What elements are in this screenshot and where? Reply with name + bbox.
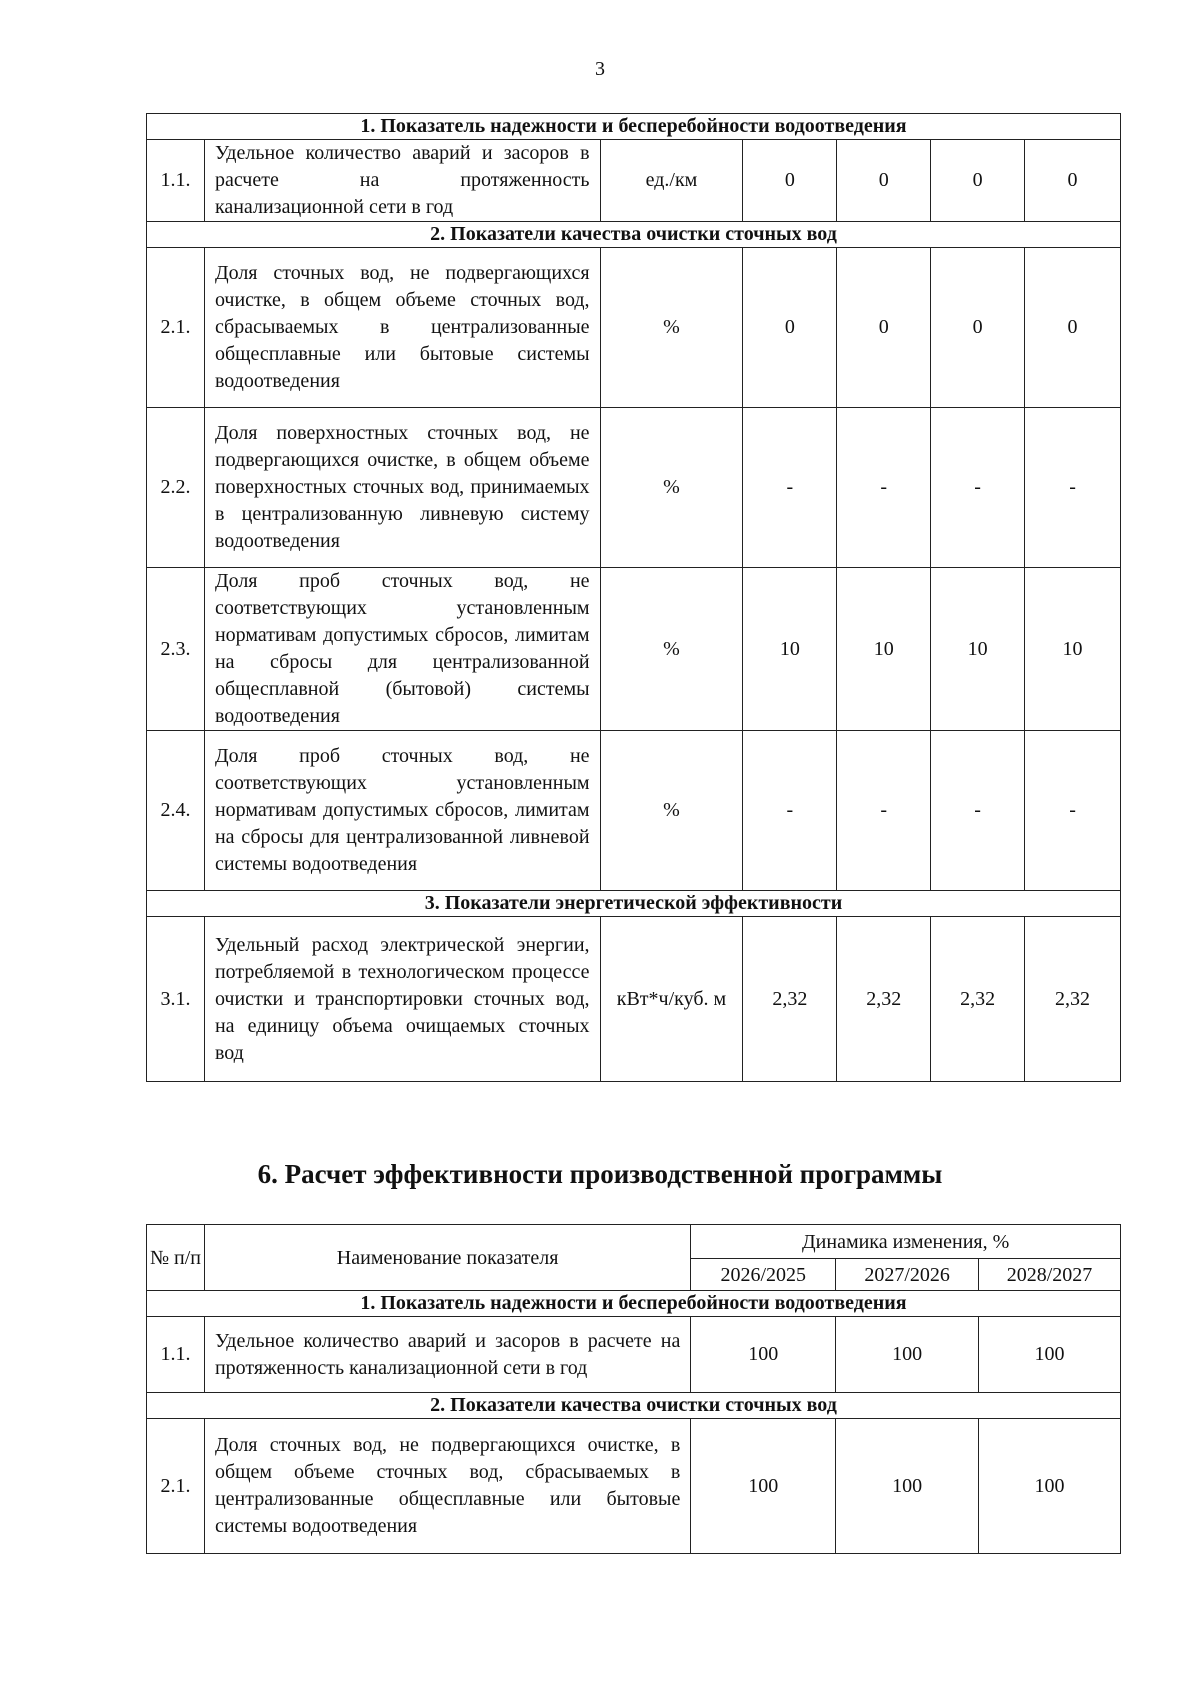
value-cell: 0 (743, 248, 837, 408)
row-number: 2.4. (147, 731, 205, 891)
section-title: 1. Показатель надежности и бесперебойности водоотведения (147, 114, 1121, 140)
table-row (147, 1317, 1121, 1393)
row-number: 2.2. (147, 408, 205, 568)
value-cell: 10 (743, 568, 837, 731)
row-number: 1.1. (147, 1317, 205, 1393)
row-number: 3.1. (147, 917, 205, 1082)
value-cell: 10 (931, 568, 1025, 731)
table-row (147, 568, 1121, 731)
unit-cell: ед./км (600, 140, 743, 222)
unit-cell: % (600, 408, 743, 568)
section-heading: 6. Расчет эффективности производственной программы (257, 1159, 943, 1189)
header-period: 2028/2027 (979, 1259, 1121, 1291)
indicator-name: Доля поверхностных сточных вод, не подвергающихся очистке, в общем объеме поверхностных сточных вод, принимаемых в централизованную ливневую систему водоотведения (204, 408, 600, 568)
value-cell: 100 (691, 1419, 836, 1554)
header-name: Наименование показателя (204, 1225, 690, 1291)
header-group: Динамика изменения, % (691, 1225, 1121, 1259)
table-row (147, 1419, 1121, 1554)
value-cell: 0 (743, 140, 837, 222)
value-cell: 10 (837, 568, 931, 731)
row-number: 2.1. (147, 1419, 205, 1554)
row-number: 1.1. (147, 140, 205, 222)
unit-cell: % (600, 731, 743, 891)
indicator-name: Доля сточных вод, не подвергающихся очистке, в общем объеме сточных вод, сбрасываемых в централизованные общесплавные или бытовые системы водоотведения (204, 1419, 690, 1554)
value-cell: 100 (691, 1317, 836, 1393)
section-row (147, 114, 1121, 140)
table-row (147, 248, 1121, 408)
unit-cell: % (600, 568, 743, 731)
value-cell: 10 (1025, 568, 1121, 731)
header-period: 2027/2026 (836, 1259, 979, 1291)
section-row (147, 1291, 1121, 1317)
value-cell: 2,32 (931, 917, 1025, 1082)
row-number: 2.3. (147, 568, 205, 731)
indicator-name: Удельное количество аварий и засоров в расчете на протяженность канализационной сети в год (204, 1317, 690, 1393)
value-cell: - (743, 731, 837, 891)
value-cell: - (931, 731, 1025, 891)
value-cell: - (743, 408, 837, 568)
section-row (147, 891, 1121, 917)
table-row (147, 140, 1121, 222)
value-cell: 0 (1025, 248, 1121, 408)
value-cell: 0 (837, 248, 931, 408)
section-row (147, 1393, 1121, 1419)
indicator-name: Доля проб сточных вод, не соответствующих установленным нормативам допустимых сбросов, лимитам на сбросы для централизованной общесплавной (бытовой) системы водоотведения (204, 568, 600, 731)
indicators-table (146, 113, 1121, 1082)
header-num: № п/п (147, 1225, 205, 1291)
section-title: 2. Показатели качества очистки сточных вод (147, 222, 1121, 248)
table-row (147, 731, 1121, 891)
value-cell: - (1025, 408, 1121, 568)
value-cell: 0 (1025, 140, 1121, 222)
value-cell: 100 (979, 1419, 1121, 1554)
indicator-name: Доля проб сточных вод, не соответствующих установленным нормативам допустимых сбросов, лимитам на сбросы для централизованной ливневой системы водоотведения (204, 731, 600, 891)
indicator-name: Удельное количество аварий и засоров в расчете на протяженность канализационной сети в год (204, 140, 600, 222)
value-cell: - (837, 731, 931, 891)
efficiency-table (146, 1224, 1121, 1554)
value-cell: 100 (836, 1317, 979, 1393)
table-row (147, 408, 1121, 568)
indicator-name: Доля сточных вод, не подвергающихся очистке, в общем объеме сточных вод, сбрасываемых в централизованные общесплавные или бытовые системы водоотведения (204, 248, 600, 408)
table-row (147, 917, 1121, 1082)
section-title: 2. Показатели качества очистки сточных вод (147, 1393, 1121, 1419)
unit-cell: кВт*ч/куб. м (600, 917, 743, 1082)
value-cell: 100 (979, 1317, 1121, 1393)
section-title: 3. Показатели энергетической эффективности (147, 891, 1121, 917)
section-row (147, 222, 1121, 248)
indicator-name: Удельный расход электрической энергии, потребляемой в технологическом процессе очистки и транспортировки сточных вод, на единицу объема очищаемых сточных вод (204, 917, 600, 1082)
value-cell: 100 (836, 1419, 979, 1554)
section-title: 1. Показатель надежности и бесперебойности водоотведения (147, 1291, 1121, 1317)
value-cell: 2,32 (1025, 917, 1121, 1082)
unit-cell: % (600, 248, 743, 408)
value-cell: 2,32 (743, 917, 837, 1082)
value-cell: - (837, 408, 931, 568)
value-cell: 2,32 (837, 917, 931, 1082)
value-cell: 0 (931, 140, 1025, 222)
header-period: 2026/2025 (691, 1259, 836, 1291)
value-cell: - (1025, 731, 1121, 891)
value-cell: 0 (837, 140, 931, 222)
page-number: 3 (595, 58, 605, 80)
value-cell: 0 (931, 248, 1025, 408)
row-number: 2.1. (147, 248, 205, 408)
value-cell: - (931, 408, 1025, 568)
